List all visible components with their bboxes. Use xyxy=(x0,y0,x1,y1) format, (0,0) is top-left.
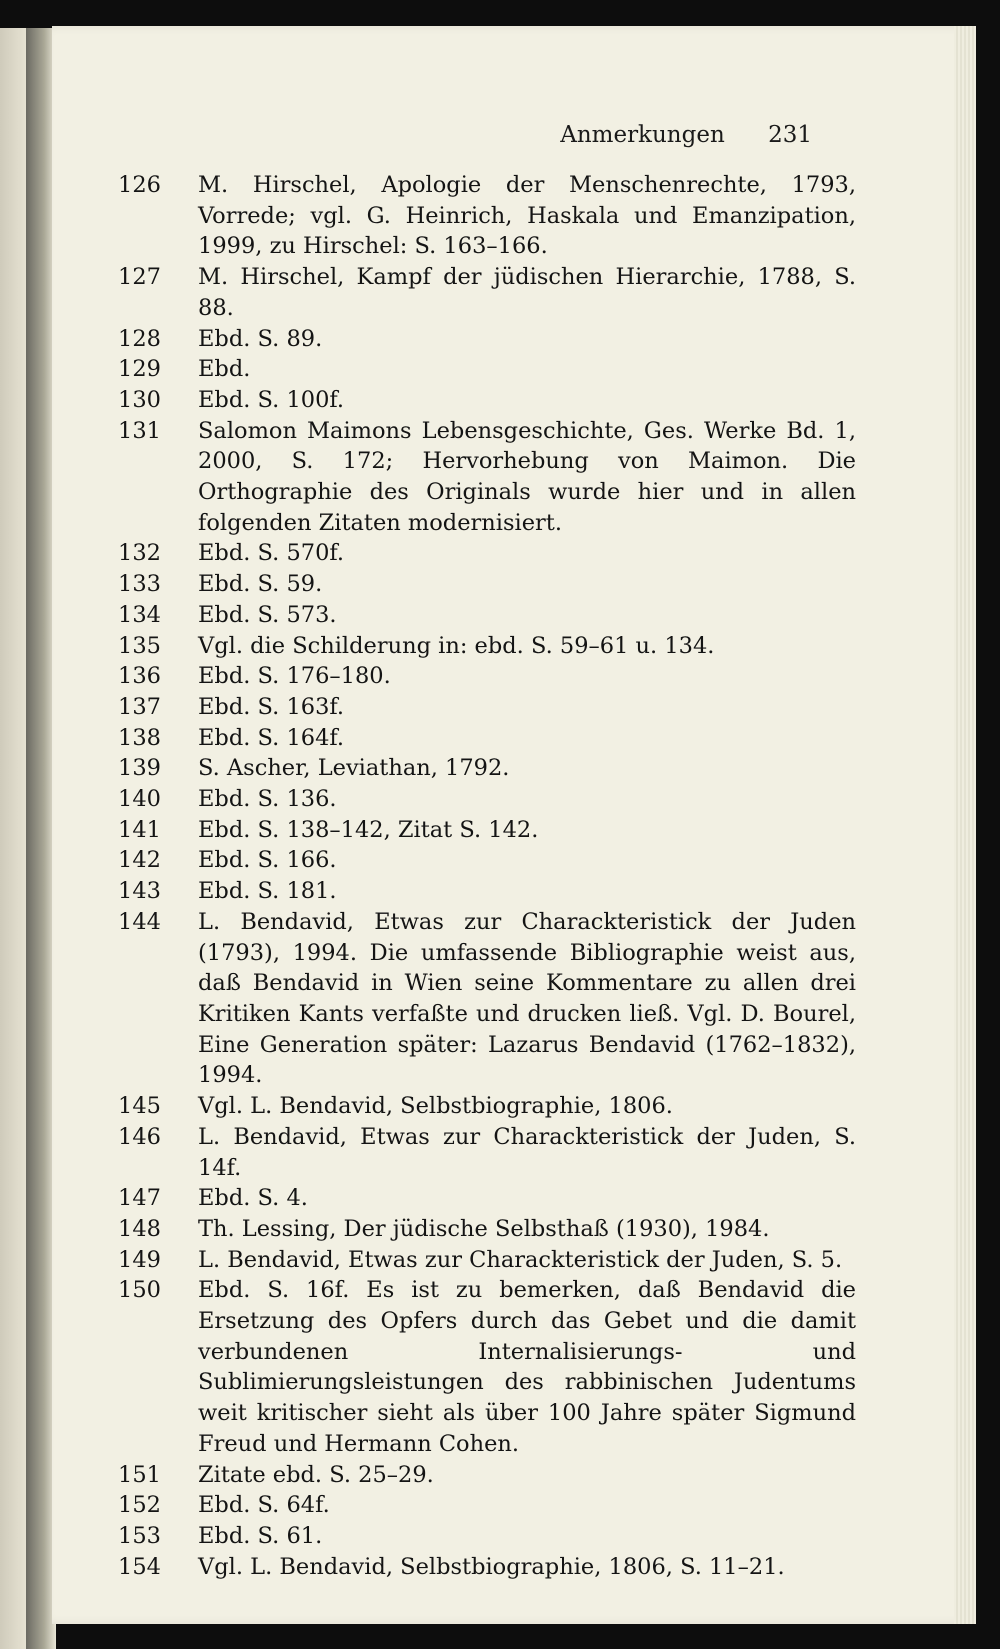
book-page xyxy=(52,26,976,1624)
endnote-text: Ebd. S. 100f. xyxy=(198,386,345,413)
endnote-text: L. Bendavid, Etwas zur Charackteristick der Juden (1793), 1994. Die umfassende Bibliographie weist aus, daß Bendavid in Wien seine Kommentare zu allen drei Kritiken Kants verfaßte und drucken ließ. Vgl. D. Bourel, Eine Generation später: Lazarus Bendavid (1762–1832), 1994. xyxy=(198,908,856,1089)
endnote-text: Ebd. xyxy=(198,356,251,383)
endnote xyxy=(118,385,856,416)
endnote-number: 140 xyxy=(118,786,161,813)
endnote-text: Th. Lessing, Der jüdische Selbsthaß (1930), 1984. xyxy=(198,1215,770,1242)
endnote-text: L. Bendavid, Etwas zur Charackteristick der Juden, S. 14f. xyxy=(198,1123,856,1181)
endnote-text: Ebd. S. 4. xyxy=(198,1185,308,1212)
endnote xyxy=(118,753,856,784)
endnote xyxy=(118,845,856,876)
endnote-text: Ebd. S. 176–180. xyxy=(198,663,391,690)
endnote-text: Ebd. S. 89. xyxy=(198,325,323,352)
running-head xyxy=(52,122,812,148)
endnote-number: 136 xyxy=(118,663,161,690)
endnote-number: 144 xyxy=(118,908,161,935)
endnote xyxy=(118,262,856,323)
endnote-number: 147 xyxy=(118,1185,161,1212)
endnote-number: 150 xyxy=(118,1277,161,1304)
endnote-text: S. Ascher, Leviathan, 1792. xyxy=(198,755,510,782)
endnote-text: Salomon Maimons Lebensgeschichte, Ges. Werke Bd. 1, 2000, S. 172; Hervorhebung von Maimon. Die Orthographie des Originals wurde hier und in allen folgenden Zitaten modernisiert. xyxy=(198,417,856,536)
endnote-number: 138 xyxy=(118,724,161,751)
endnote-text: Vgl. L. Bendavid, Selbstbiographie, 1806. xyxy=(198,1093,673,1120)
endnote-text: Ebd. S. 163f. xyxy=(198,693,345,720)
endnote xyxy=(118,354,856,385)
endnote xyxy=(118,1214,856,1245)
endnote xyxy=(118,815,856,846)
endnote-number: 149 xyxy=(118,1246,161,1273)
running-head-title: Anmerkungen xyxy=(560,122,725,148)
endnote-number: 139 xyxy=(118,755,161,782)
endnote-number: 137 xyxy=(118,693,161,720)
endnote-text: Ebd. S. 138–142, Zitat S. 142. xyxy=(198,816,539,843)
endnote-number: 135 xyxy=(118,632,161,659)
endnote-number: 127 xyxy=(118,264,161,291)
endnote-number: 154 xyxy=(118,1553,161,1580)
endnote xyxy=(118,1552,856,1583)
endnote-number: 141 xyxy=(118,816,161,843)
endnote xyxy=(118,1275,856,1459)
endnote-number: 146 xyxy=(118,1123,161,1150)
endnote-number: 131 xyxy=(118,417,161,444)
endnote xyxy=(118,170,856,262)
previous-page-edge xyxy=(0,28,28,1649)
endnote-number: 129 xyxy=(118,356,161,383)
endnote-number: 151 xyxy=(118,1461,161,1488)
endnote xyxy=(118,324,856,355)
page-number: 231 xyxy=(768,122,812,148)
endnote-text: Zitate ebd. S. 25–29. xyxy=(198,1461,434,1488)
endnote xyxy=(118,784,856,815)
endnote xyxy=(118,1521,856,1552)
endnote xyxy=(118,1245,856,1276)
endnote xyxy=(118,569,856,600)
endnote xyxy=(118,907,856,1091)
endnote-text: Ebd. S. 16f. Es ist zu bemerken, daß Bendavid die Ersetzung des Opfers durch das Gebet und die damit verbundenen Internalisierungs- und Sublimierungsleistungen des rabbinischen Judentums weit kritischer sieht als über 100 Jahre später Sigmund Freud und Hermann Cohen. xyxy=(198,1277,856,1457)
endnote-number: 153 xyxy=(118,1522,161,1549)
endnote xyxy=(118,538,856,569)
endnote-text: Vgl. L. Bendavid, Selbstbiographie, 1806, S. 11–21. xyxy=(198,1553,785,1580)
endnote xyxy=(118,631,856,662)
endnote-number: 143 xyxy=(118,878,161,905)
endnotes-list xyxy=(118,170,856,1582)
endnote-text: Ebd. S. 136. xyxy=(198,786,337,813)
endnote-text: M. Hirschel, Apologie der Menschenrechte, 1793, Vorrede; vgl. G. Heinrich, Haskala und Emanzipation, 1999, zu Hirschel: S. 163–166. xyxy=(198,172,856,260)
endnote-text: Ebd. S. 64f. xyxy=(198,1492,330,1519)
endnote xyxy=(118,1183,856,1214)
endnote xyxy=(118,416,856,539)
endnote-text: Ebd. S. 181. xyxy=(198,878,337,905)
endnote-text: L. Bendavid, Etwas zur Charackteristick der Juden, S. 5. xyxy=(198,1246,843,1273)
endnote-text: Ebd. S. 59. xyxy=(198,571,323,598)
endnote xyxy=(118,1460,856,1491)
endnote xyxy=(118,876,856,907)
endnote-number: 133 xyxy=(118,571,161,598)
endnote xyxy=(118,1091,856,1122)
endnote-text: Ebd. S. 573. xyxy=(198,601,337,628)
endnote xyxy=(118,1490,856,1521)
endnote xyxy=(118,692,856,723)
endnote-number: 128 xyxy=(118,325,161,352)
endnote xyxy=(118,661,856,692)
endnote xyxy=(118,723,856,754)
endnote-text: Ebd. S. 166. xyxy=(198,847,337,874)
endnote-text: Ebd. S. 570f. xyxy=(198,540,345,567)
endnote-number: 126 xyxy=(118,172,161,198)
endnote-number: 145 xyxy=(118,1093,161,1120)
endnote-text: Ebd. S. 164f. xyxy=(198,724,345,751)
endnote-text: Vgl. die Schilderung in: ebd. S. 59–61 u. 134. xyxy=(198,632,715,659)
page-stack-edges xyxy=(954,26,976,1624)
endnote-number: 152 xyxy=(118,1492,161,1519)
endnote-number: 148 xyxy=(118,1215,161,1242)
endnote-number: 132 xyxy=(118,540,161,567)
endnote-number: 134 xyxy=(118,601,161,628)
endnote-text: Ebd. S. 61. xyxy=(198,1522,323,1549)
endnote xyxy=(118,600,856,631)
endnote-number: 130 xyxy=(118,386,161,413)
endnote xyxy=(118,1122,856,1183)
endnote-number: 142 xyxy=(118,847,161,874)
endnote-text: M. Hirschel, Kampf der jüdischen Hierarchie, 1788, S. 88. xyxy=(198,264,856,321)
